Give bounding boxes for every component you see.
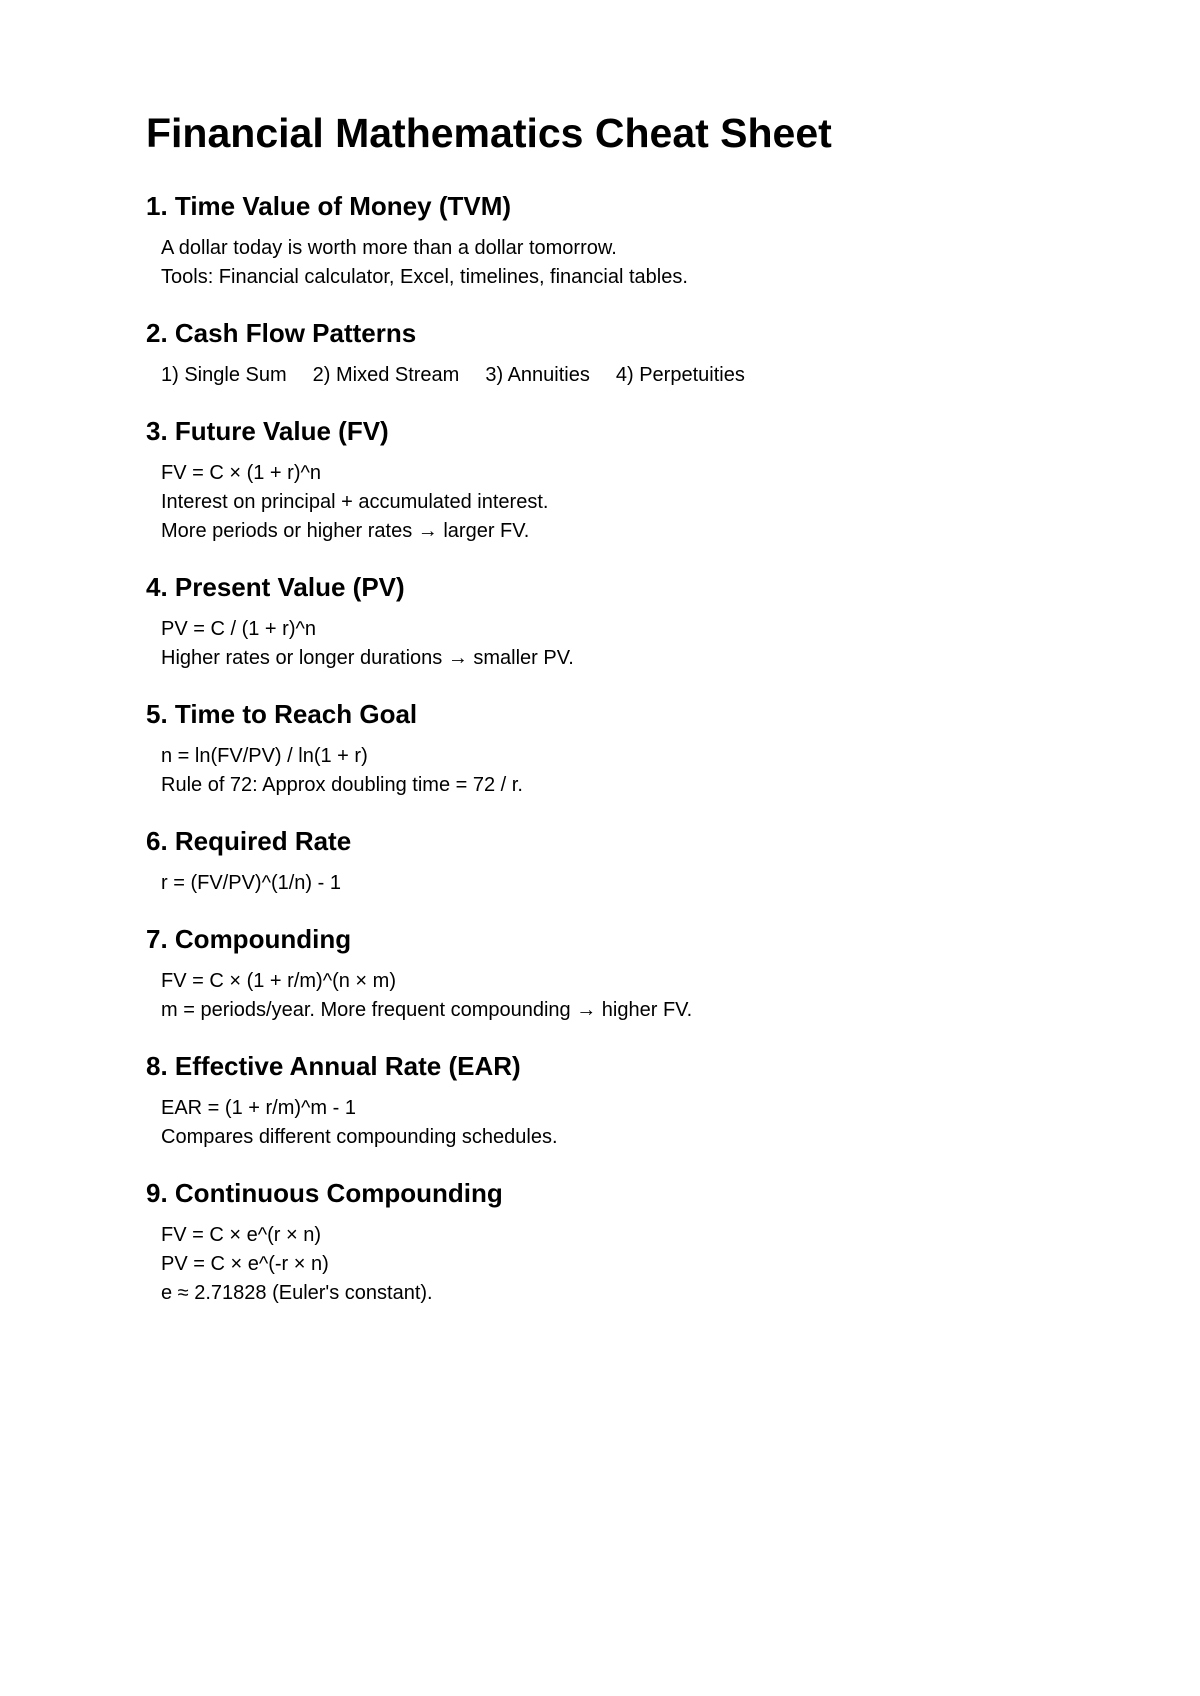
section-heading: 3. Future Value (FV) bbox=[146, 416, 389, 446]
text-line: Interest on principal + accumulated interest. bbox=[161, 491, 549, 513]
section-body bbox=[146, 869, 1200, 898]
formula-line: FV = C × (1 + r)^n bbox=[161, 462, 321, 484]
section-heading: 9. Continuous Compounding bbox=[146, 1178, 503, 1208]
section-cash-flow-patterns bbox=[146, 315, 1200, 390]
section-future-value bbox=[146, 413, 1200, 546]
section-compounding bbox=[146, 921, 1200, 1025]
formula-line: r = (FV/PV)^(1/n) - 1 bbox=[161, 872, 341, 894]
text-line: Compares different compounding schedules. bbox=[161, 1126, 558, 1148]
section-body bbox=[146, 234, 1200, 292]
section-body bbox=[146, 459, 1200, 546]
section-heading: 8. Effective Annual Rate (EAR) bbox=[146, 1051, 521, 1081]
formula-line: PV = C / (1 + r)^n bbox=[161, 618, 316, 640]
section-effective-annual-rate bbox=[146, 1048, 1200, 1152]
pattern-list bbox=[161, 361, 1200, 390]
section-time-value-of-money bbox=[146, 188, 1200, 292]
formula-line: n = ln(FV/PV) / ln(1 + r) bbox=[161, 745, 368, 767]
text-line: Tools: Financial calculator, Excel, timelines, financial tables. bbox=[161, 266, 688, 288]
section-heading: 1. Time Value of Money (TVM) bbox=[146, 191, 512, 221]
formula-line: PV = C × e^(-r × n) bbox=[161, 1253, 329, 1275]
pattern-item: 1) Single Sum bbox=[161, 364, 287, 386]
section-heading: 2. Cash Flow Patterns bbox=[146, 318, 417, 348]
text-line: m = periods/year. More frequent compounding → higher FV. bbox=[161, 999, 693, 1021]
section-heading: 6. Required Rate bbox=[146, 826, 352, 856]
section-body bbox=[146, 615, 1200, 673]
formula-line: EAR = (1 + r/m)^m - 1 bbox=[161, 1097, 356, 1119]
text-line: e ≈ 2.71828 (Euler's constant). bbox=[161, 1282, 433, 1304]
section-heading: 7. Compounding bbox=[146, 924, 352, 954]
section-body bbox=[146, 1221, 1200, 1308]
section-body bbox=[146, 742, 1200, 800]
text-line: Rule of 72: Approx doubling time = 72 / r. bbox=[161, 774, 523, 796]
text-line: Higher rates or longer durations → smaller PV. bbox=[161, 647, 574, 669]
section-body bbox=[146, 967, 1200, 1025]
section-time-to-reach-goal bbox=[146, 696, 1200, 800]
pattern-item: 4) Perpetuities bbox=[615, 364, 745, 386]
section-continuous-compounding bbox=[146, 1175, 1200, 1308]
formula-line: FV = C × (1 + r/m)^(n × m) bbox=[161, 970, 396, 992]
section-body bbox=[146, 361, 1200, 390]
pattern-item: 3) Annuities bbox=[485, 364, 590, 386]
text-line: More periods or higher rates → larger FV. bbox=[161, 520, 530, 542]
section-body bbox=[146, 1094, 1200, 1152]
sections-container bbox=[146, 188, 1200, 1308]
section-present-value bbox=[146, 569, 1200, 673]
pattern-item: 2) Mixed Stream bbox=[312, 364, 460, 386]
formula-line: FV = C × e^(r × n) bbox=[161, 1224, 321, 1246]
section-heading: 4. Present Value (PV) bbox=[146, 572, 405, 602]
section-required-rate bbox=[146, 823, 1200, 898]
text-line: A dollar today is worth more than a dollar tomorrow. bbox=[161, 237, 617, 259]
page-title: Financial Mathematics Cheat Sheet bbox=[146, 110, 832, 156]
section-heading: 5. Time to Reach Goal bbox=[146, 699, 418, 729]
